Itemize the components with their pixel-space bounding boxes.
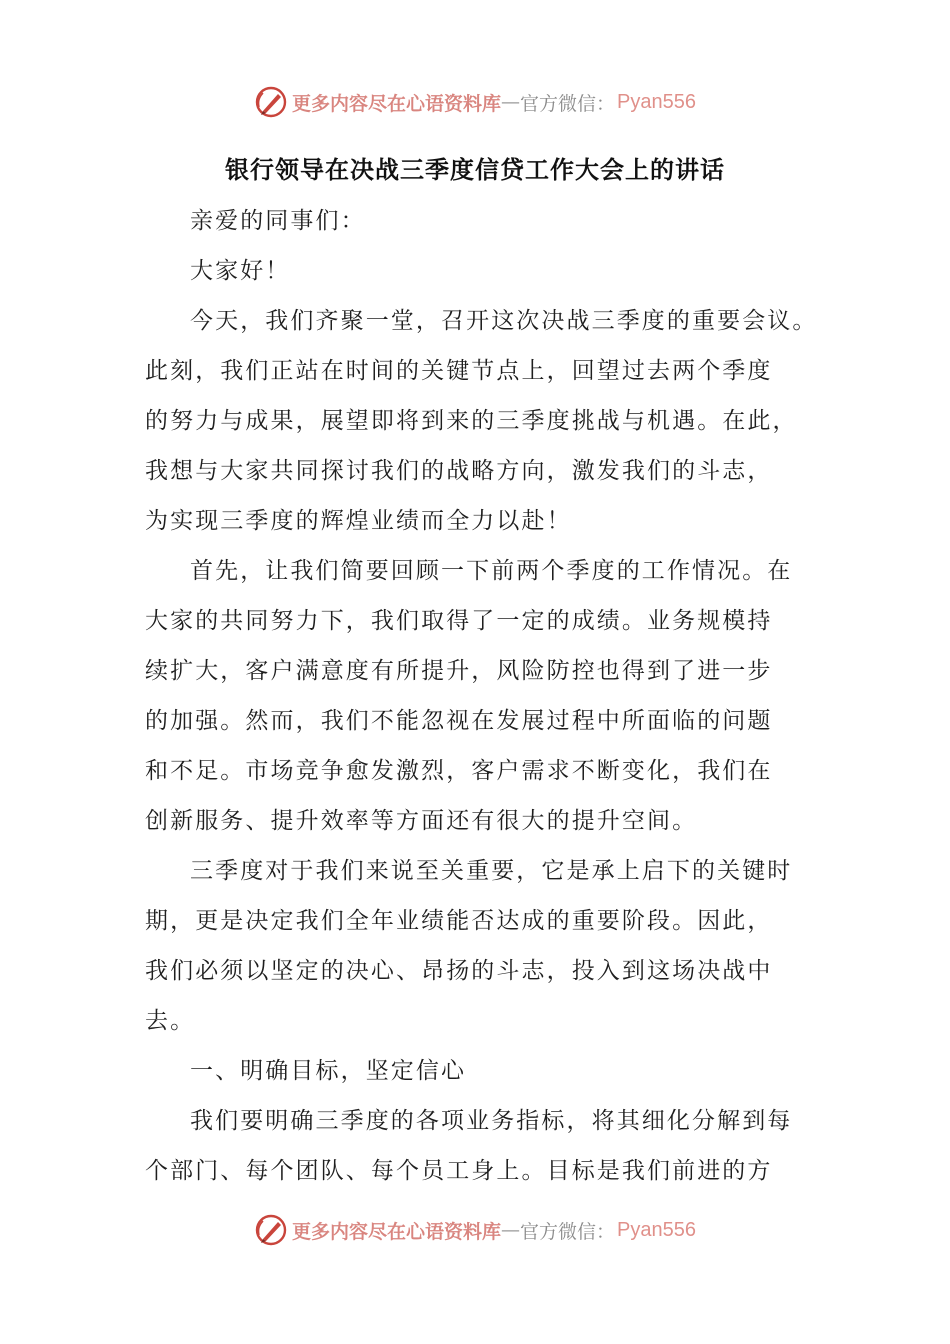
header-banner [0,82,950,122]
banner-main-text: 更多内容尽在心语资料库 [292,1220,502,1243]
document-body [145,196,818,1196]
document-title: 银行领导在决战三季度信贷工作大会上的讲话 [225,155,725,184]
banner-sub-text: 官方微信： [520,1220,616,1243]
text-line: 三季度对于我们来说至关重要，它是承上启下的关键时 [190,858,793,884]
text-line: 我想与大家共同探讨我们的战略方向，激发我们的斗志， [145,458,773,484]
text-line: 今天，我们齐聚一堂，召开这次决战三季度的重要会议。 [190,308,818,334]
section-heading: 一、明确目标，坚定信心 [190,1058,467,1084]
text-line: 续扩大，客户满意度有所提升，风险防控也得到了进一步 [145,658,773,684]
text-line: 大家的共同努力下，我们取得了一定的成绩。业务规模持 [145,608,773,634]
banner-dash: — [501,91,521,113]
footer-banner [0,1210,950,1250]
banner-sub-text: 官方微信： [520,92,616,115]
text-line: 我们要明确三季度的各项业务指标，将其细化分解到每 [190,1108,793,1134]
banner-main-text: 更多内容尽在心语资料库 [292,92,502,115]
text-line: 和不足。市场竞争愈发激烈，客户需求不断变化，我们在 [145,758,773,784]
text-line: 为实现三季度的辉煌业绩而全力以赴！ [145,508,572,534]
banner-dash: — [501,1219,521,1241]
text-line: 去。 [145,1008,196,1034]
pen-logo-icon [254,85,288,119]
text-line: 我们必须以坚定的决心、昂扬的斗志，投入到这场决战中 [145,958,773,984]
pen-logo-icon [254,1213,288,1247]
text-line: 此刻，我们正站在时间的关键节点上，回望过去两个季度 [145,358,773,384]
text-line: 期，更是决定我们全年业绩能否达成的重要阶段。因此， [145,908,773,934]
text-line: 创新服务、提升效率等方面还有很大的提升空间。 [145,808,698,834]
banner-wechat-id: Pyan556 [617,90,696,113]
text-line: 个部门、每个团队、每个员工身上。目标是我们前进的方 [145,1158,773,1184]
text-line: 的努力与成果，展望即将到来的三季度挑战与机遇。在此， [145,408,798,434]
banner-wechat-id: Pyan556 [617,1218,696,1241]
text-line-greeting: 亲爱的同事们： [190,208,366,234]
text-line: 首先，让我们简要回顾一下前两个季度的工作情况。在 [190,558,793,584]
text-line-hello: 大家好！ [190,258,291,284]
text-line: 的加强。然而，我们不能忽视在发展过程中所面临的问题 [145,708,773,734]
